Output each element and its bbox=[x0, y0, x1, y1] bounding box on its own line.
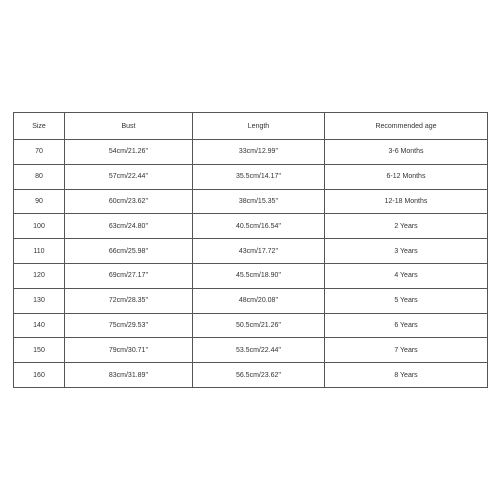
age-cell: 6-12 Months bbox=[325, 164, 488, 189]
age-cell: 3 Years bbox=[325, 239, 488, 264]
age-cell: 3-6 Months bbox=[325, 140, 488, 165]
length-cell: 35.5cm/14.17'' bbox=[193, 164, 325, 189]
bust-cell: 69cm/27.17'' bbox=[65, 263, 193, 288]
bust-cell: 57cm/22.44'' bbox=[65, 164, 193, 189]
bust-cell: 66cm/25.98'' bbox=[65, 239, 193, 264]
bust-cell: 60cm/23.62'' bbox=[65, 189, 193, 214]
size-cell: 90 bbox=[14, 189, 65, 214]
header-recommended-age: Recommended age bbox=[325, 113, 488, 140]
size-cell: 150 bbox=[14, 338, 65, 363]
length-cell: 38cm/15.35'' bbox=[193, 189, 325, 214]
age-cell: 12-18 Months bbox=[325, 189, 488, 214]
bust-cell: 54cm/21.26'' bbox=[65, 140, 193, 165]
age-cell: 2 Years bbox=[325, 214, 488, 239]
bust-cell: 75cm/29.53'' bbox=[65, 313, 193, 338]
length-cell: 33cm/12.99'' bbox=[193, 140, 325, 165]
size-cell: 120 bbox=[14, 263, 65, 288]
age-cell: 5 Years bbox=[325, 288, 488, 313]
table-row bbox=[14, 263, 488, 288]
header-length: Length bbox=[193, 113, 325, 140]
size-cell: 70 bbox=[14, 140, 65, 165]
table-row bbox=[14, 140, 488, 165]
table-row bbox=[14, 214, 488, 239]
table-row bbox=[14, 189, 488, 214]
age-cell: 4 Years bbox=[325, 263, 488, 288]
length-cell: 50.5cm/21.26'' bbox=[193, 313, 325, 338]
size-cell: 100 bbox=[14, 214, 65, 239]
size-cell: 130 bbox=[14, 288, 65, 313]
table-row bbox=[14, 288, 488, 313]
bust-cell: 83cm/31.89'' bbox=[65, 363, 193, 388]
size-cell: 80 bbox=[14, 164, 65, 189]
length-cell: 56.5cm/23.62'' bbox=[193, 363, 325, 388]
length-cell: 40.5cm/16.54'' bbox=[193, 214, 325, 239]
length-cell: 53.5cm/22.44'' bbox=[193, 338, 325, 363]
length-cell: 48cm/20.08'' bbox=[193, 288, 325, 313]
table-row bbox=[14, 313, 488, 338]
size-cell: 140 bbox=[14, 313, 65, 338]
length-cell: 43cm/17.72'' bbox=[193, 239, 325, 264]
header-size: Size bbox=[14, 113, 65, 140]
length-cell: 45.5cm/18.90'' bbox=[193, 263, 325, 288]
table-row bbox=[14, 164, 488, 189]
age-cell: 8 Years bbox=[325, 363, 488, 388]
table-row bbox=[14, 239, 488, 264]
size-chart-table bbox=[13, 112, 488, 388]
size-cell: 160 bbox=[14, 363, 65, 388]
table-header-row bbox=[14, 113, 488, 140]
age-cell: 6 Years bbox=[325, 313, 488, 338]
bust-cell: 72cm/28.35'' bbox=[65, 288, 193, 313]
table-row bbox=[14, 363, 488, 388]
header-bust: Bust bbox=[65, 113, 193, 140]
bust-cell: 79cm/30.71'' bbox=[65, 338, 193, 363]
bust-cell: 63cm/24.80'' bbox=[65, 214, 193, 239]
table-row bbox=[14, 338, 488, 363]
size-cell: 110 bbox=[14, 239, 65, 264]
age-cell: 7 Years bbox=[325, 338, 488, 363]
